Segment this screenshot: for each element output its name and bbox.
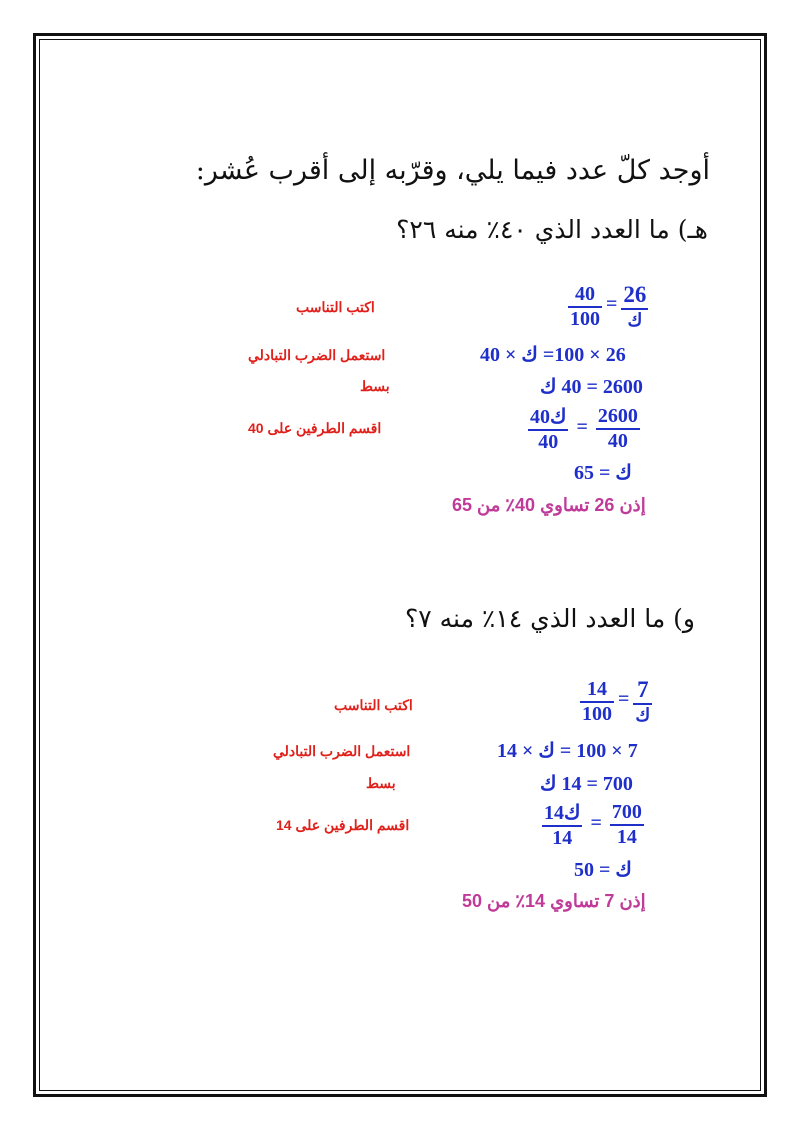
problem-2-simplify: 700 = 14 ك	[540, 773, 633, 795]
label-divide: اقسم الطرفين على 14	[276, 817, 410, 833]
problem-1-conclusion: إذن 26 تساوي 40٪ من 65	[452, 495, 646, 515]
page-border-inner	[39, 39, 761, 1091]
problem-2-proportion: $\frac{14}{100}$ = $\frac{7}{\text{ك}}$	[582, 677, 651, 725]
label-write-proportion: اكتب التناسب	[334, 697, 413, 713]
label-divide: اقسم الطرفين على 40	[248, 420, 382, 436]
problem-2-result: ك = 50	[574, 859, 632, 881]
problem-2-heading: و) ما العدد الذي ١٤٪ منه ٧؟	[404, 604, 695, 633]
problem-2-conclusion: إذن 7 تساوي 14٪ من 50	[462, 891, 646, 911]
label-cross-multiply: استعمل الضرب التبادلي	[248, 347, 386, 363]
instruction-heading: أوجد كلّ عدد فيما يلي، وقرّبه إلى أقرب عُشر:	[195, 155, 710, 186]
problem-2-cross-multiply: 7 × 100 = ك × 14	[497, 740, 638, 762]
problem-1-result: ك = 65	[574, 462, 632, 484]
problem-1-divide: $\frac{\text{40ك}}{40}$ = $\frac{2600}{40}$	[530, 405, 638, 453]
problem-1-heading: هـ) ما العدد الذي ٤٠٪ منه ٢٦؟	[396, 215, 708, 244]
proportion-right-fraction: $\frac{26}{\text{ك}}$	[623, 282, 647, 330]
label-cross-multiply: استعمل الضرب التبادلي	[273, 743, 411, 759]
problem-1-proportion: $\frac{40}{100}$ = $\frac{26}{\text{ك}}$	[570, 282, 647, 330]
problem-1-simplify: 2600 = 40 ك	[540, 376, 643, 398]
label-simplify: بسط	[366, 775, 396, 791]
label-write-proportion: اكتب التناسب	[296, 299, 375, 315]
problem-2-divide: $\frac{\text{14ك}}{14}$ = $\frac{700}{14}$	[544, 801, 642, 849]
problem-1-cross-multiply: 26 × 100= ك × 40	[480, 344, 626, 366]
label-simplify: بسط	[360, 378, 390, 394]
proportion-left-fraction: $\frac{40}{100}$	[570, 282, 600, 330]
